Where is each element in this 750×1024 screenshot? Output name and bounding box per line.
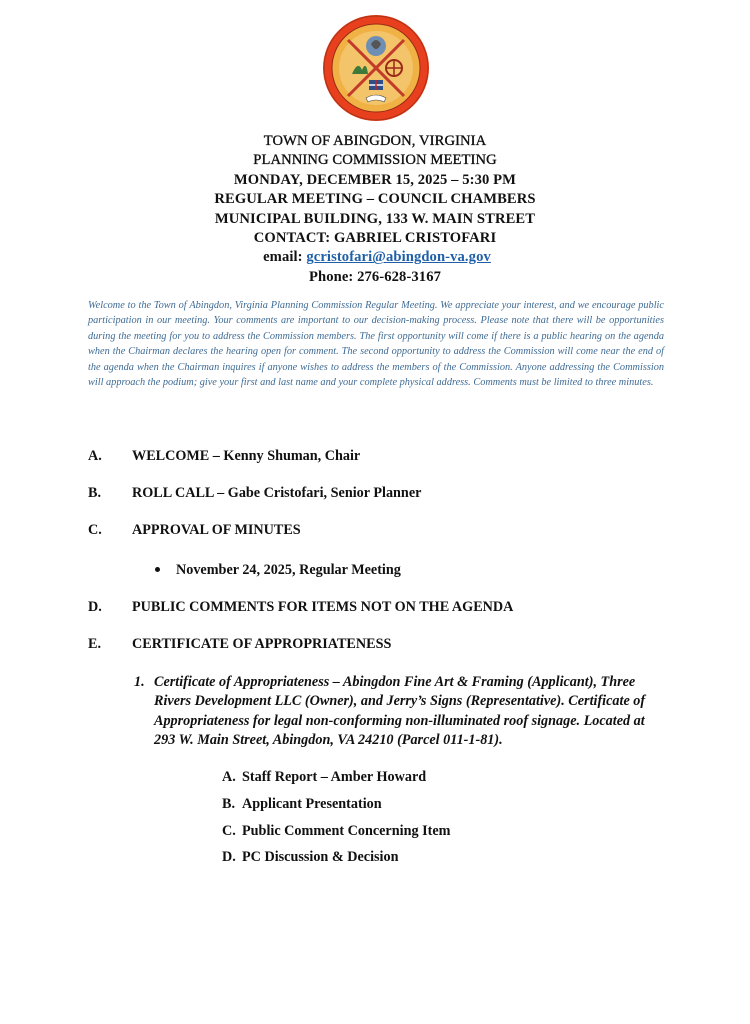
subitem-text: Public Comment Concerning Item bbox=[242, 823, 451, 839]
agenda-text: CERTIFICATE OF APPROPRIATENESS bbox=[132, 636, 392, 652]
subitem-letter: C. bbox=[222, 823, 236, 839]
minutes-date: November 24, 2025, Regular Meeting bbox=[176, 562, 401, 578]
email-link[interactable]: gcristofari@abingdon-va.gov bbox=[306, 249, 491, 266]
email-label: email: bbox=[263, 249, 307, 266]
subitem-letter: B. bbox=[222, 796, 236, 812]
subitem-letter: A. bbox=[222, 769, 236, 785]
certificate-item bbox=[134, 673, 666, 751]
contact-phone: Phone: 276-628-3167 bbox=[308, 268, 442, 285]
subitem-text: Staff Report – Amber Howard bbox=[242, 769, 427, 785]
agenda-text: WELCOME – Kenny Shuman, Chair bbox=[132, 448, 361, 464]
agenda-letter: A. bbox=[88, 448, 102, 464]
meeting-type: REGULAR MEETING – COUNCIL CHAMBERS bbox=[214, 191, 536, 208]
contact-name: CONTACT: GABRIEL CRISTOFARI bbox=[253, 230, 497, 247]
agenda-text: APPROVAL OF MINUTES bbox=[132, 522, 301, 538]
welcome-paragraph: Welcome to the Town of Abingdon, Virginia Planning Commission Regular Meeting. We appreciate your interest, and we encourage public participation in our meeting. Your comments are important to our decision-making process. Please note that there will be opportunities during the meeting for you to address the Commission members. The first opportunity will come if there is a public hearing on the agenda when the Chairman declares the hearing open for comment. The second opportunity to address the Commission will come near the end of the agenda when the Chairman inquires if anyone wishes to address the members of the Commission. Anyone addressing the Commission will approach the podium; give your first and last name and your complete physical address. Comments must be limited to three minutes. bbox=[88, 300, 664, 389]
meeting-date: MONDAY, DECEMBER 15, 2025 – 5:30 PM bbox=[233, 171, 517, 188]
bullet-icon bbox=[155, 567, 160, 572]
meeting-header bbox=[0, 132, 750, 287]
item-description: Certificate of Appropriateness – Abingdon Fine Art & Framing (Applicant), Three Rivers Development LLC (Owner), and Jerry’s Signs (Representative). Certificate of Appropriateness for legal non-conforming non-illuminated roof signage. Located at 293 W. Main Street, Abingdon, VA 24210 (Parcel 011-1-81). bbox=[154, 674, 646, 749]
agenda-letter: C. bbox=[88, 522, 102, 538]
agenda-text: ROLL CALL – Gabe Cristofari, Senior Planner bbox=[132, 485, 422, 501]
item-number: 1. bbox=[134, 674, 145, 690]
meeting-title: PLANNING COMMISSION MEETING bbox=[253, 152, 497, 169]
agenda-letter: B. bbox=[88, 485, 102, 501]
subitem-text: PC Discussion & Decision bbox=[242, 849, 399, 865]
meeting-location: MUNICIPAL BUILDING, 133 W. MAIN STREET bbox=[214, 210, 536, 227]
contact-email-line bbox=[0, 248, 750, 267]
town-seal-icon bbox=[322, 14, 430, 122]
town-title: TOWN OF ABINGDON, VIRGINIA bbox=[263, 133, 487, 149]
subitem-text: Applicant Presentation bbox=[242, 796, 382, 812]
agenda-text: PUBLIC COMMENTS FOR ITEMS NOT ON THE AGENDA bbox=[132, 599, 514, 615]
agenda-letter: D. bbox=[88, 599, 102, 615]
agenda-letter: E. bbox=[88, 636, 102, 652]
subitem-letter: D. bbox=[222, 849, 236, 865]
